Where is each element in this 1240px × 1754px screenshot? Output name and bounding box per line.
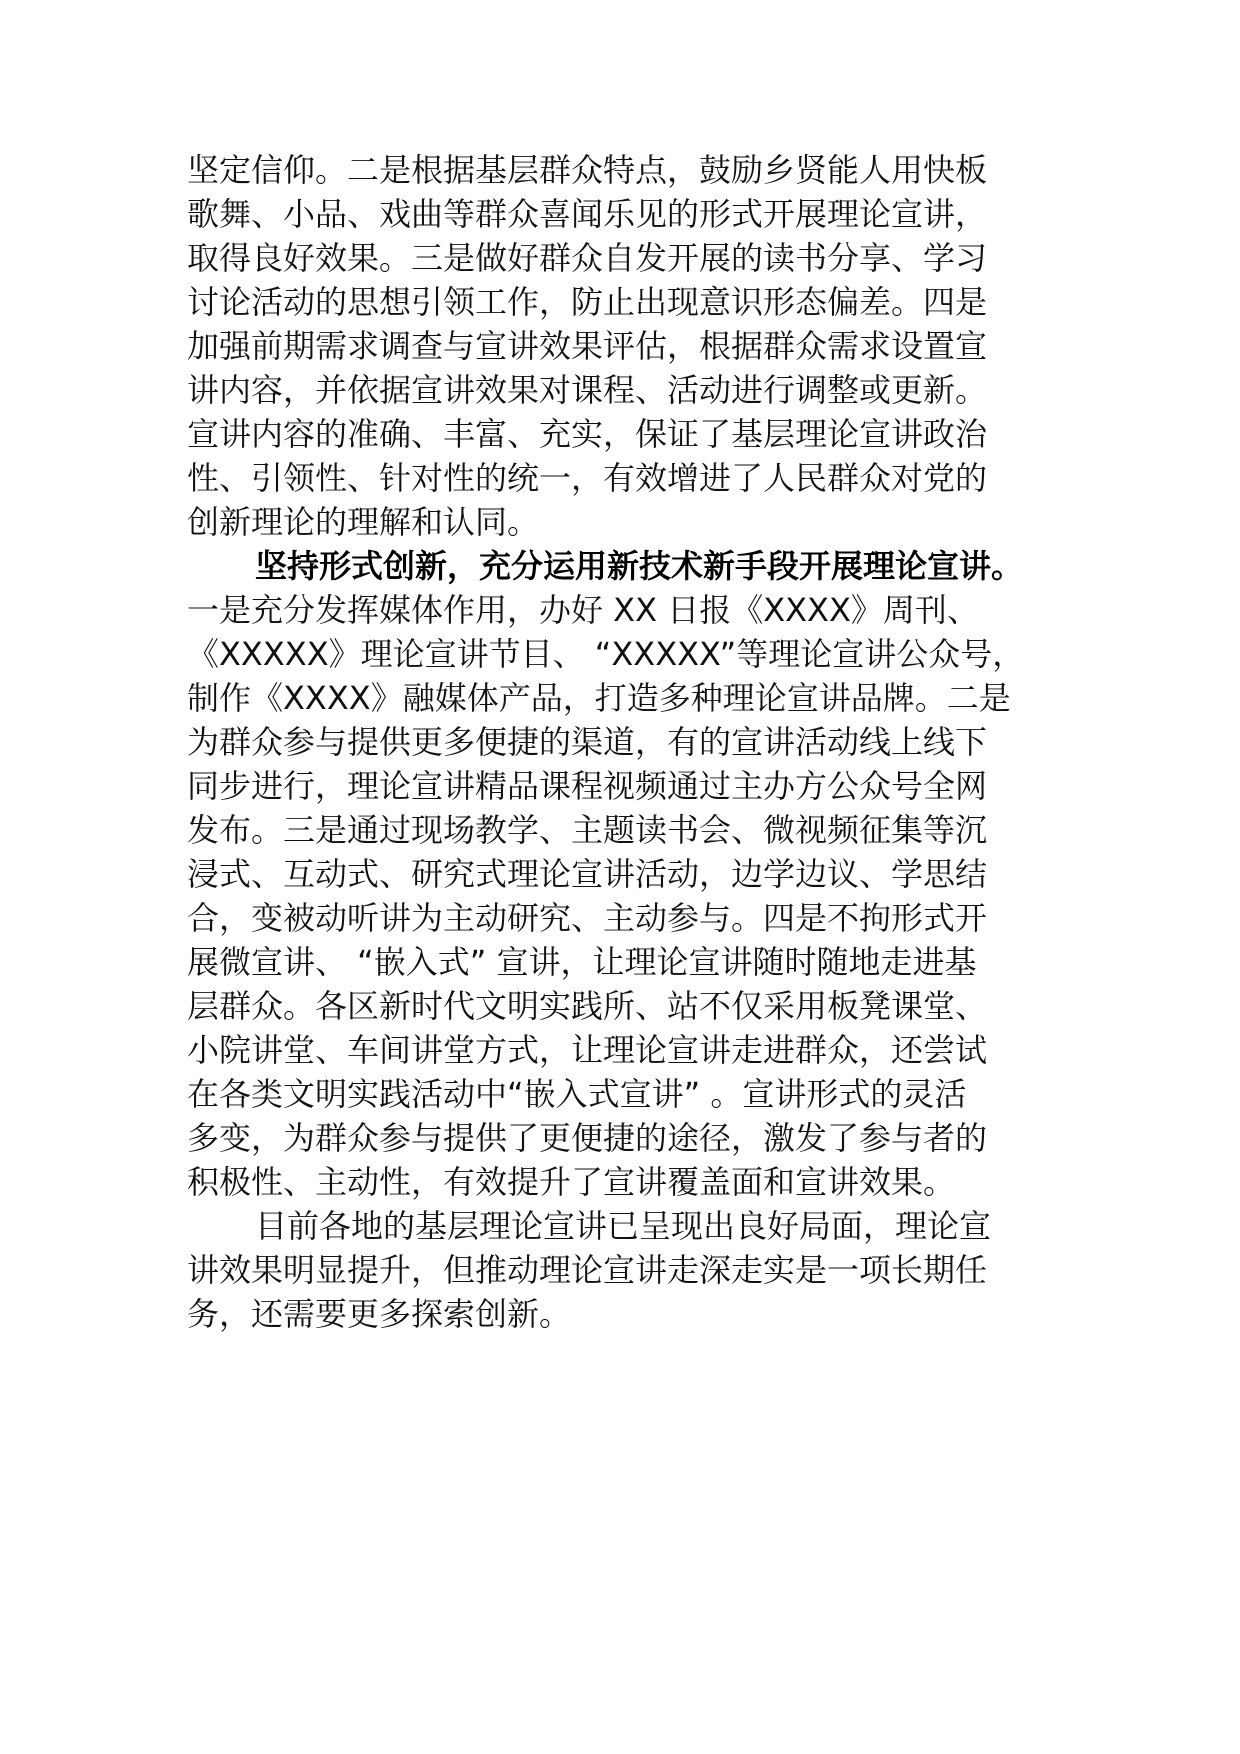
text-line: 积极性、主动性，有效提升了宣讲覆盖面和宣讲效果。: [187, 1163, 956, 1201]
paragraph-heading: 坚持形式创新，充分运用新技术新手段开展理论宣讲。: [255, 547, 1024, 585]
paragraph-form-innovation: [187, 544, 1053, 1204]
text-line: 同步进行，理论宣讲精品课程视频通过主办方公众号全网: [187, 767, 988, 805]
text-line: 讲内容，并依据宣讲效果对课程、活动进行调整或更新。: [187, 371, 988, 409]
document-body: [187, 148, 1053, 1336]
text-line: 一是充分发挥媒体作用，办好 XX 日报《XXXX》周刊、: [187, 591, 979, 629]
text-line: 《XXXXX》理论宣讲节目、 “XXXXX”等理论宣讲公众号，: [187, 635, 1025, 673]
text-line: 取得良好效果。三是做好群众自发开展的读书分享、学习: [187, 239, 988, 277]
text-line: 在各类文明实践活动中“嵌入式宣讲” 。宣讲形式的灵活: [187, 1075, 967, 1113]
text-line: 多变，为群众参与提供了更便捷的途径，激发了参与者的: [187, 1119, 988, 1157]
text-line: 务，还需要更多探索创新。: [187, 1295, 572, 1333]
text-line: 展微宣讲、 “嵌入式” 宣讲，让理论宣讲随时随地走进基: [187, 943, 977, 981]
paragraph-content-accuracy: [187, 148, 1053, 544]
text-line: 制作《XXXX》融媒体产品，打造多种理论宣讲品牌。二是: [187, 679, 1011, 717]
text-line: 性、引领性、针对性的统一，有效增进了人民群众对党的: [187, 459, 988, 497]
text-line: 目前各地的基层理论宣讲已呈现出良好局面，理论宣: [255, 1207, 992, 1245]
text-line: 浸式、互动式、研究式理论宣讲活动，边学边议、学思结: [187, 855, 988, 893]
text-line: 讲效果明显提升，但推动理论宣讲走深走实是一项长期任: [187, 1251, 988, 1289]
text-line: 坚定信仰。二是根据基层群众特点，鼓励乡贤能人用快板: [187, 151, 988, 189]
text-line: 宣讲内容的准确、丰富、充实，保证了基层理论宣讲政治: [187, 415, 988, 453]
text-line: 发布。三是通过现场教学、主题读书会、微视频征集等沉: [187, 811, 988, 849]
text-line: 歌舞、小品、戏曲等群众喜闻乐见的形式开展理论宣讲，: [187, 195, 988, 233]
text-line: 为群众参与提供更多便捷的渠道，有的宣讲活动线上线下: [187, 723, 988, 761]
text-line: 小院讲堂、车间讲堂方式，让理论宣讲走进群众，还尝试: [187, 1031, 988, 1069]
paragraph-conclusion: [187, 1204, 1053, 1336]
text-line: 加强前期需求调查与宣讲效果评估，根据群众需求设置宣: [187, 327, 988, 365]
text-line: 创新理论的理解和认同。: [187, 503, 540, 541]
text-line: 讨论活动的思想引领工作，防止出现意识形态偏差。四是: [187, 283, 988, 321]
text-line: 合，变被动听讲为主动研究、主动参与。四是不拘形式开: [187, 899, 988, 937]
text-line: 层群众。各区新时代文明实践所、站不仅采用板凳课堂、: [187, 987, 988, 1025]
